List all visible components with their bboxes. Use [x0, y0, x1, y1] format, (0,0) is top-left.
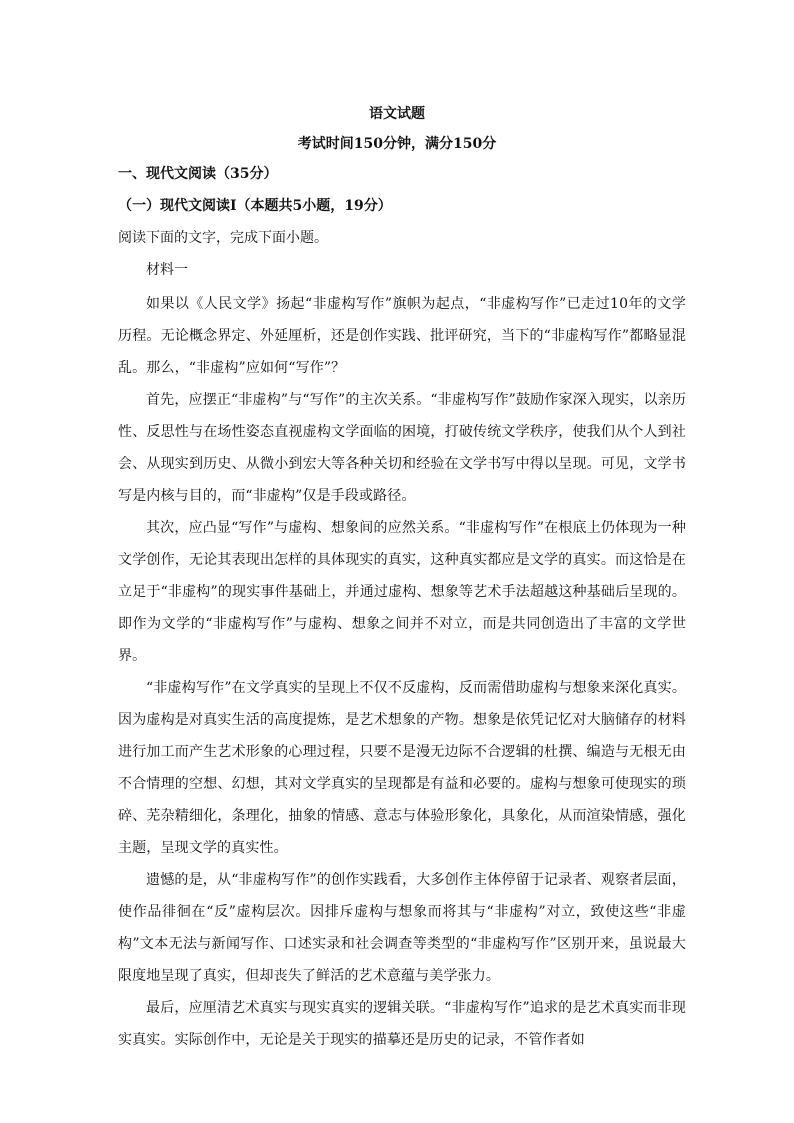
paragraph-2: 首先，应摆正“非虚构”与“写作”的主次关系。“非虚构写作”鼓励作家深入现实，以亲历性、反思性与在场性姿态直视虚构文学面临的困境，打破传统文学秩序，使我们从个人到社会、从现实到历史、从微小到宏大等各种关切和经验在文学书写中得以呈现。可见，文学书写是内核与目的，而“非虚构”仅是手段或路径。 — [118, 392, 686, 504]
section-subheading: （一）现代文阅读Ⅰ（本题共5小题，19分） — [118, 198, 392, 214]
material-body — [118, 288, 686, 1056]
paragraph-6: 最后，应厘清艺术真实与现实真实的逻辑关联。“非虚构写作”追求的是艺术真实而非现实真实。实际创作中，无论是关于现实的描摹还是历史的记录，不管作者如 — [118, 1000, 686, 1048]
paragraph-1: 如果以《人民文学》扬起“非虚构写作”旗帜为起点，“非虚构写作”已走过10年的文学历程。无论概念界定、外延厘析，还是创作实践、批评研究，当下的“非虚构写作”都略显混乱。那么，“非虚构”应如何“写作”？ — [118, 296, 686, 376]
paragraph-5: 遗憾的是，从“非虚构写作”的创作实践看，大多创作主体停留于记录者、观察者层面，使作品徘徊在“反”虚构层次。因排斥虚构与想象而将其与“非虚构”对立，致使这些“非虚构”文本无法与新闻写作、口述实录和社会调查等类型的“非虚构写作”区别开来，虽说最大限度地呈现了真实，但却丧失了鲜活的艺术意蕴与美学张力。 — [118, 872, 686, 984]
material-label: 材料一 — [146, 262, 188, 278]
exam-subtitle: 考试时间150分钟，满分150分 — [297, 136, 497, 152]
paragraph-3: 其次，应凸显“写作”与虚构、想象间的应然关系。“非虚构写作”在根底上仍体现为一种文学创作，无论其表现出怎样的具体现实的真实，这种真实都应是文学的真实。而这恰是在立足于“非虚构”的现实事件基础上，并通过虚构、想象等艺术手法超越这种基础后呈现的。即作为文学的“非虚构写作”与虚构、想象之间并不对立，而是共同创造出了丰富的文学世界。 — [118, 520, 686, 664]
section-heading: 一、现代文阅读（35分） — [118, 166, 278, 182]
exam-title: 语文试题 — [369, 106, 425, 122]
paragraph-4: “非虚构写作”在文学真实的呈现上不仅不反虚构，反而需借助虚构与想象来深化真实。因为虚构是对真实生活的高度提炼，是艺术想象的产物。想象是依凭记忆对大脑储存的材料进行加工而产生艺术形象的心理过程，只要不是漫无边际不合逻辑的杜撰、编造与无根无由不合情理的空想、幻想，其对文学真实的呈现都是有益和必要的。虚构与想象可使现实的琐碎、芜杂精细化，条理化，抽象的情感、意志与体验形象化，具象化，从而渲染情感，强化主题，呈现文学的真实性。 — [118, 680, 686, 856]
instruction-text: 阅读下面的文字，完成下面小题。 — [118, 230, 328, 246]
